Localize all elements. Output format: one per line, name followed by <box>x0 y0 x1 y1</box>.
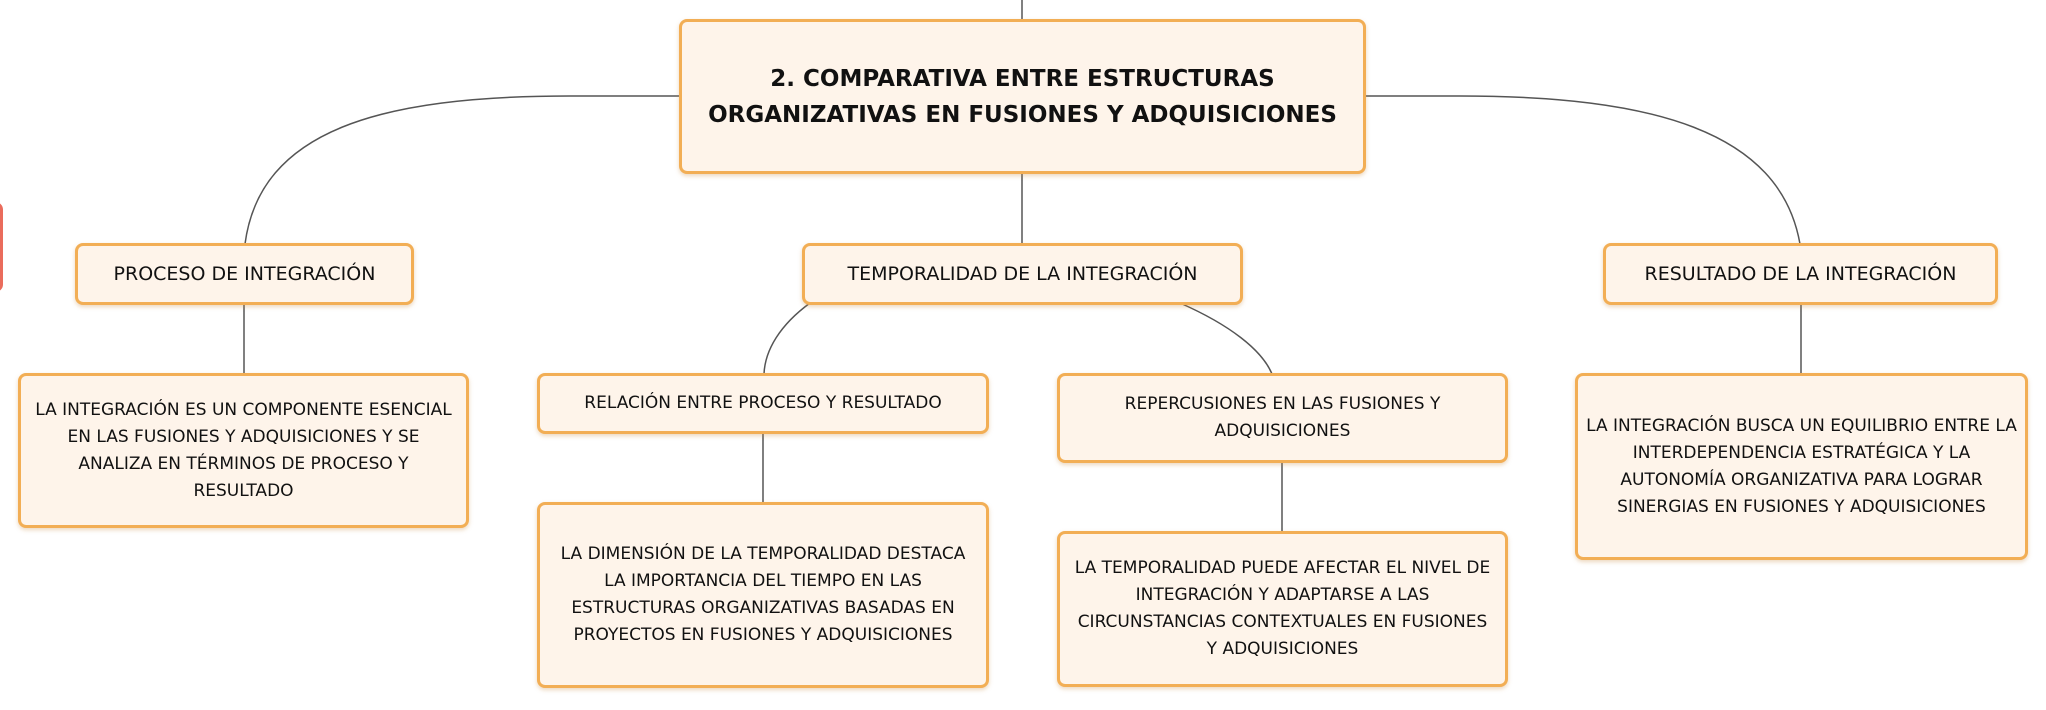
leaf-node-temporalidad-afectar[interactable] <box>1057 531 1508 687</box>
subtopic-label: RELACIÓN ENTRE PROCESO Y RESULTADO <box>584 393 942 413</box>
leaf-label: LA INTEGRACIÓN ES UN COMPONENTE ESENCIAL EN LAS FUSIONES Y ADQUISICIONES Y SE ANALIZA EN TÉRMINOS DE PROCESO Y RESULTADO <box>35 399 452 501</box>
subtopic-node-repercusiones[interactable] <box>1057 373 1508 463</box>
connector-temporalidad-to-relacion <box>764 303 810 374</box>
connector-temporalidad-to-repercusiones <box>1180 303 1272 374</box>
branch-label: PROCESO DE INTEGRACIÓN <box>113 263 376 285</box>
leaf-label: LA TEMPORALIDAD PUEDE AFECTAR EL NIVEL DE INTEGRACIÓN Y ADAPTARSE A LAS CIRCUNSTANCIAS CONTEXTUALES EN FUSIONES Y ADQUISICIONES <box>1074 558 1491 659</box>
branch-label: TEMPORALIDAD DE LA INTEGRACIÓN <box>847 263 1198 285</box>
leaf-node-dimension-temporalidad[interactable] <box>537 502 989 688</box>
branch-node-temporalidad-integracion[interactable] <box>802 243 1243 305</box>
branch-node-resultado-integracion[interactable] <box>1603 243 1998 305</box>
leaf-node-resultado-integracion[interactable] <box>1575 373 2028 560</box>
branch-node-proceso-integracion[interactable] <box>75 243 414 305</box>
root-topic-node[interactable] <box>679 19 1366 174</box>
leaf-label: LA INTEGRACIÓN BUSCA UN EQUILIBRIO ENTRE LA INTERDEPENDENCIA ESTRATÉGICA Y LA AUTONOMÍA ORGANIZATIVA PARA LOGRAR SINERGIAS EN FUSIONES Y ADQUISICIONES <box>1586 415 2017 517</box>
connector-root-to-proceso <box>245 96 680 244</box>
connector-root-to-resultado <box>1364 96 1800 244</box>
root-topic-label: 2. COMPARATIVA ENTRE ESTRUCTURAS ORGANIZATIVAS EN FUSIONES Y ADQUISICIONES <box>708 65 1337 128</box>
leaf-label: LA DIMENSIÓN DE LA TEMPORALIDAD DESTACA LA IMPORTANCIA DEL TIEMPO EN LAS ESTRUCTURAS ORGANIZATIVAS BASADAS EN PROYECTOS EN FUSIONES Y ADQUISICIONES <box>560 544 966 645</box>
branch-label: RESULTADO DE LA INTEGRACIÓN <box>1644 263 1957 285</box>
subtopic-node-relacion-proceso-resultado[interactable] <box>537 373 989 434</box>
leaf-node-proceso-integracion[interactable] <box>18 373 469 528</box>
subtopic-label: REPERCUSIONES EN LAS FUSIONES Y ADQUISICIONES <box>1124 394 1441 441</box>
offscreen-node-edge[interactable] <box>0 202 3 292</box>
